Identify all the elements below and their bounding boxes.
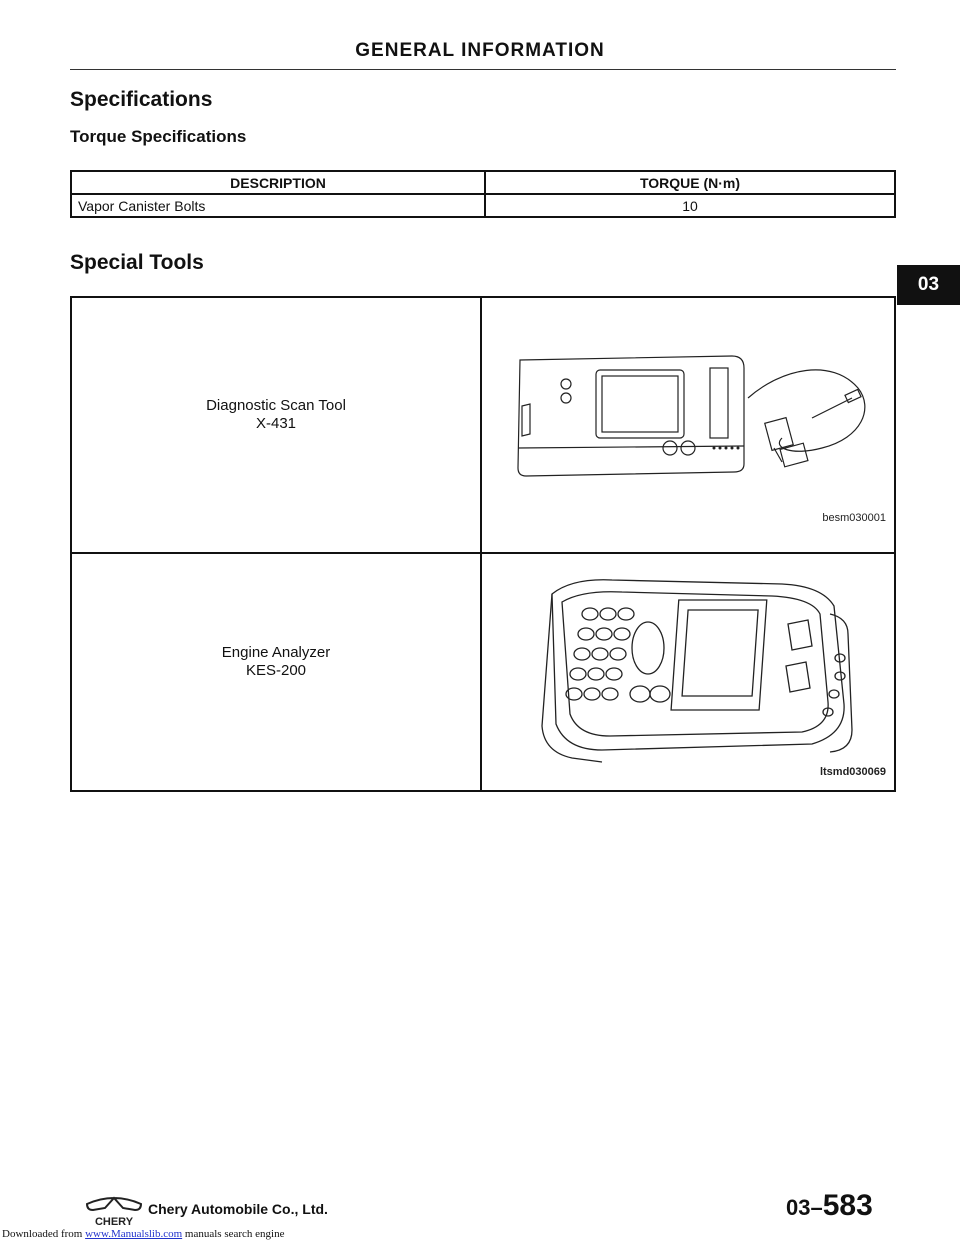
page-prefix: 03– bbox=[786, 1195, 823, 1220]
tool-label-cell bbox=[71, 553, 481, 791]
tool-name: Diagnostic Scan Tool bbox=[206, 397, 346, 414]
header-title: GENERAL INFORMATION bbox=[355, 40, 605, 61]
engine-analyzer-illustration bbox=[482, 554, 894, 790]
download-line bbox=[2, 1228, 284, 1240]
footer-company: Chery Automobile Co., Ltd. bbox=[148, 1201, 328, 1217]
column-header-description: DESCRIPTION bbox=[71, 171, 485, 194]
chapter-tab: 03 bbox=[897, 265, 960, 305]
special-tools-heading: Special Tools bbox=[70, 251, 204, 274]
table-row bbox=[71, 553, 895, 791]
figure-id: ltsmd030069 bbox=[819, 766, 886, 778]
tool-name: Engine Analyzer bbox=[221, 644, 331, 661]
cell-description: Vapor Canister Bolts bbox=[71, 194, 485, 217]
table-row bbox=[71, 297, 895, 553]
tool-image-cell bbox=[481, 297, 895, 553]
cell-torque: 10 bbox=[485, 194, 895, 217]
torque-specifications-heading: Torque Specifications bbox=[70, 127, 247, 146]
table-header-row bbox=[71, 171, 895, 194]
table-row bbox=[71, 194, 895, 217]
tool-image-cell bbox=[481, 553, 895, 791]
figure-id: besm030001 bbox=[822, 512, 886, 524]
download-suffix: manuals search engine bbox=[182, 1228, 285, 1240]
chery-logo-mark bbox=[83, 1194, 145, 1228]
specifications-heading: Specifications bbox=[70, 88, 213, 111]
logo-text: CHERY bbox=[94, 1216, 134, 1228]
torque-table bbox=[70, 170, 896, 218]
tool-model: KES-200 bbox=[245, 662, 307, 679]
special-tools-table bbox=[70, 296, 896, 792]
page-number-value: 583 bbox=[822, 1189, 873, 1222]
column-header-torque: TORQUE (N·m) bbox=[485, 171, 895, 194]
page-number bbox=[786, 1189, 873, 1223]
tool-model: X-431 bbox=[255, 415, 297, 432]
engine-analyzer-drawing bbox=[482, 554, 894, 790]
manualslib-link[interactable]: www.Manualslib.com bbox=[85, 1228, 183, 1240]
download-prefix: Downloaded from bbox=[2, 1228, 86, 1240]
scan-tool-illustration bbox=[482, 298, 894, 552]
tool-label-cell bbox=[71, 297, 481, 553]
header-rule bbox=[70, 69, 896, 70]
